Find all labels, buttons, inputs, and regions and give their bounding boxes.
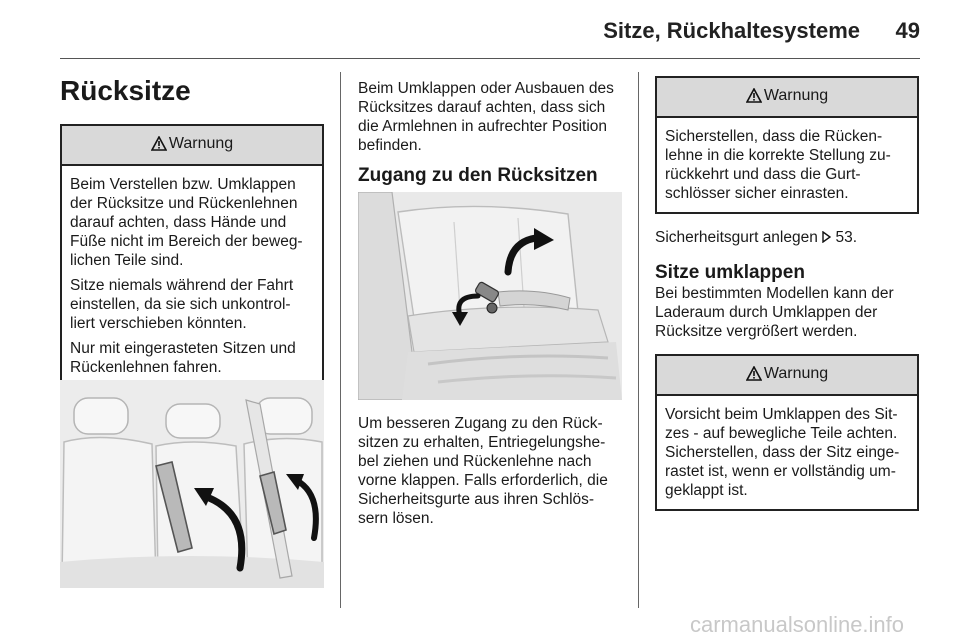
illustration-seat-access bbox=[358, 192, 622, 400]
page-reference-arrow-icon bbox=[822, 229, 831, 248]
illustration-rear-seats bbox=[60, 380, 324, 588]
text-line: Bei bestimmten Modellen kann der bbox=[655, 285, 894, 302]
watermark: carmanualsonline.info bbox=[690, 612, 905, 637]
warning-box-3 bbox=[655, 354, 919, 511]
text-line: rückkehrt und dass die Gurt- bbox=[665, 166, 861, 183]
text-line: Beim Verstellen bzw. Umklappen bbox=[70, 176, 296, 193]
warning-body bbox=[62, 166, 322, 386]
text-line: Vorsicht beim Umklappen des Sit- bbox=[665, 406, 898, 423]
warning-header bbox=[62, 126, 322, 166]
warning-header bbox=[657, 78, 917, 118]
section-heading-zugang: Zugang zu den Rücksitzen bbox=[358, 165, 598, 186]
running-header-title: Sitze, Rückhaltesysteme bbox=[603, 18, 860, 43]
text-line: einstellen, da sie sich unkontrol- bbox=[70, 296, 291, 313]
text-line: darauf achten, dass Hände und bbox=[70, 214, 287, 231]
column-divider-1 bbox=[340, 72, 341, 608]
text-line: sern lösen. bbox=[358, 510, 434, 527]
page-number: 49 bbox=[895, 18, 920, 43]
warning-triangle-icon bbox=[746, 366, 762, 387]
column-3 bbox=[655, 76, 919, 511]
text-line: bel ziehen und Rückenlehne nach bbox=[358, 453, 592, 470]
warning-body bbox=[657, 396, 917, 509]
header-divider bbox=[60, 58, 920, 59]
warning-body bbox=[657, 118, 917, 212]
warning-title: Warnung bbox=[763, 87, 829, 104]
intro-paragraph bbox=[358, 79, 624, 155]
section-heading-ruecksitze: Rücksitze bbox=[60, 75, 191, 106]
text-line: Sitze niemals während der Fahrt bbox=[70, 277, 294, 294]
warning-paragraph-1 bbox=[70, 175, 314, 270]
text-line: liert verschieben könnten. bbox=[70, 315, 247, 332]
text-line: Nur mit eingerasteten Sitzen und bbox=[70, 340, 296, 357]
warning-triangle-icon bbox=[151, 136, 167, 157]
access-paragraph bbox=[358, 414, 624, 528]
warning-paragraph bbox=[665, 405, 909, 500]
text-line: sitzen zu erhalten, Entriegelungshe- bbox=[358, 434, 606, 451]
page-reference-link[interactable]: 53. bbox=[835, 229, 858, 246]
text-line: lichen Teile sind. bbox=[70, 252, 184, 269]
text-line: befinden. bbox=[358, 137, 422, 154]
column-2-body bbox=[358, 414, 624, 528]
text-line: Rücksitze vergrößert werden. bbox=[655, 323, 858, 340]
text-line: lehne in die korrekte Stellung zu- bbox=[665, 147, 891, 164]
text-line: Beim Umklappen oder Ausbauen des bbox=[358, 80, 614, 97]
text-line: Rückenlehnen fahren. bbox=[70, 359, 222, 376]
text-line: Laderaum durch Umklappen der bbox=[655, 304, 878, 321]
text-line: Füße nicht im Bereich der beweg- bbox=[70, 233, 303, 250]
warning-header bbox=[657, 356, 917, 396]
fold-paragraph bbox=[655, 284, 919, 341]
warning-paragraph-3 bbox=[70, 339, 314, 377]
text-line: geklappt ist. bbox=[665, 482, 748, 499]
text-line: schlösser sicher einrasten. bbox=[665, 185, 849, 202]
text-line: die Armlehnen in aufrechter Position bbox=[358, 118, 608, 135]
text-line: rastet ist, wenn er vollständig um- bbox=[665, 463, 896, 480]
warning-title: Warnung bbox=[763, 365, 829, 382]
warning-box-2 bbox=[655, 76, 919, 214]
column-2 bbox=[358, 79, 624, 187]
text-line: zes - auf bewegliche Teile achten. bbox=[665, 425, 898, 442]
warning-paragraph-2 bbox=[70, 276, 314, 333]
text-line: Sicherheitsgurte aus ihren Schlös- bbox=[358, 491, 595, 508]
text-line: Rücksitzes darauf achten, dass sich bbox=[358, 99, 606, 116]
column-divider-2 bbox=[638, 72, 639, 608]
text-line: Sicherstellen, dass der Sitz einge- bbox=[665, 444, 900, 461]
warning-box-1 bbox=[60, 124, 324, 388]
text-line: vorne klappen. Falls erforderlich, die bbox=[358, 472, 608, 489]
text-line: Um besseren Zugang zu den Rück- bbox=[358, 415, 603, 432]
column-1 bbox=[60, 76, 324, 388]
section-heading-umklappen: Sitze umklappen bbox=[655, 262, 805, 283]
seatbelt-reference bbox=[655, 228, 919, 248]
warning-title: Warnung bbox=[168, 135, 234, 152]
text-line: der Rücksitze und Rückenlehnen bbox=[70, 195, 298, 212]
seatbelt-text: Sicherheitsgurt anlegen bbox=[655, 229, 818, 246]
warning-triangle-icon bbox=[746, 88, 762, 109]
warning-paragraph bbox=[665, 127, 909, 203]
text-line: Sicherstellen, dass die Rücken- bbox=[665, 128, 883, 145]
